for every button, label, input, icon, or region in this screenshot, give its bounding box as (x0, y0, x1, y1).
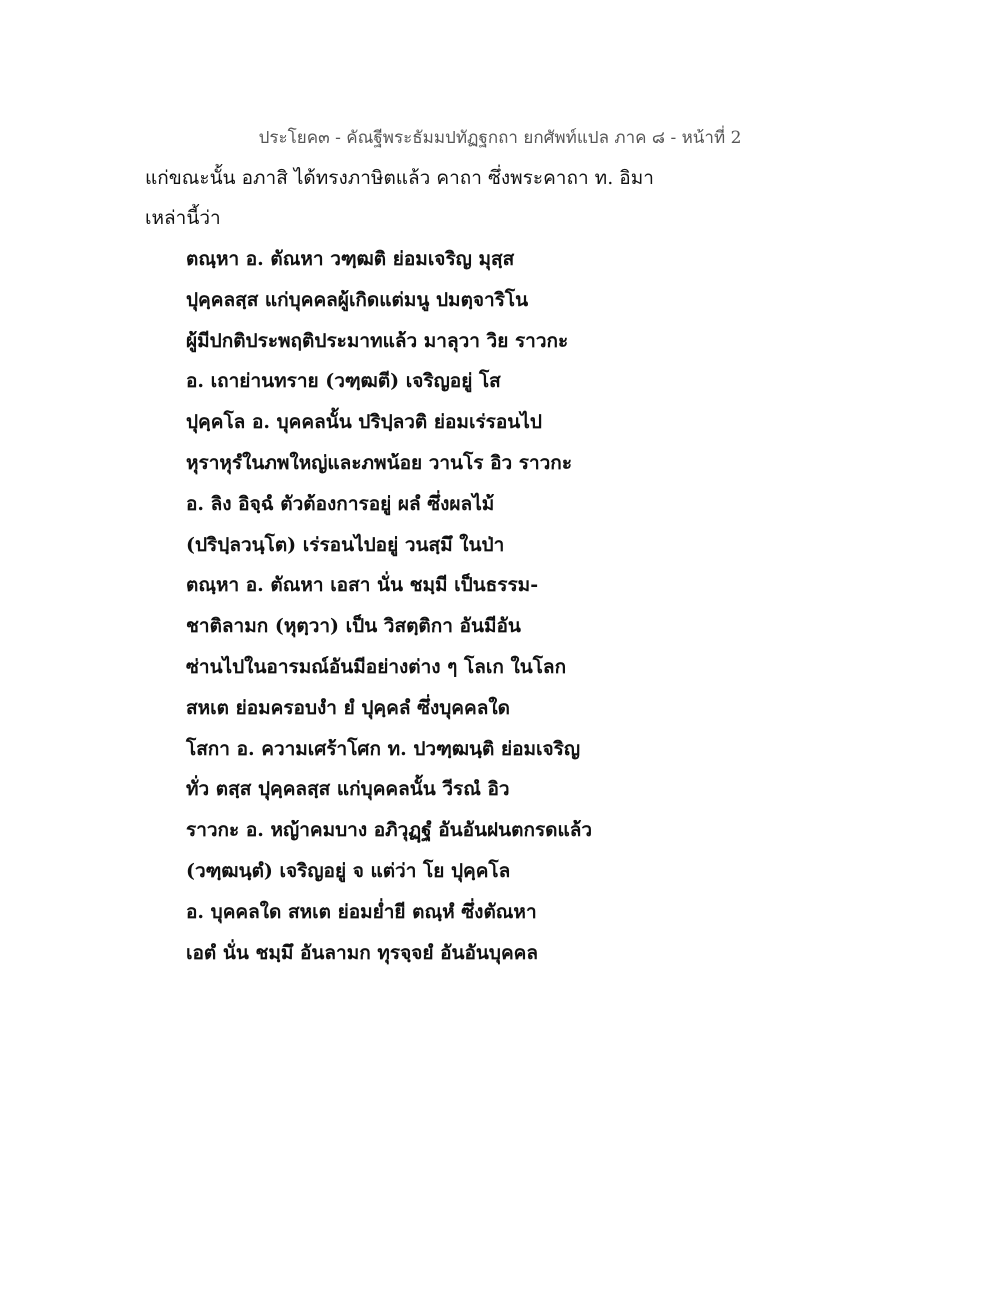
verse-line: ชาติลามก (หุตฺวา) เป็น วิสตฺติกา อันมีอัน (186, 615, 521, 638)
verse-line: ปุคฺคโล อ. บุคคลนั้น ปริปฺลวติ ย่อมเร่รอนไป (186, 411, 542, 434)
verse-line: อ. ลิง อิจฺฉํ ตัวต้องการอยู่ ผลํ ซึ่งผลไม้ (186, 492, 495, 515)
verse-line: (วฑฺฒนฺตํ) เจริญอยู่ จ แต่ว่า โย ปุคฺคโล (186, 859, 511, 882)
verse-line: ตณฺหา อ. ตัณหา เอสา นั่น ชมฺมี เป็นธรรม- (186, 574, 539, 597)
verse-line: ทั่ว ตสฺส ปุคฺคลสฺส แก่บุคคลนั้น วีรณํ อิว (186, 778, 510, 801)
verse-block (186, 239, 906, 973)
intro-paragraph (145, 158, 905, 238)
verse-line: เอตํ นั่น ชมฺมึ อันลามก ทุรจฺจยํ อันอันบุคคล (186, 941, 539, 964)
verse-line: ปุคฺคลสฺส แก่บุคคลผู้เกิดแต่มนู ปมตฺจาริโน (186, 288, 529, 311)
verse-line: หุราหุรํในภพใหญ่และภพน้อย วานโร อิว ราวกะ (186, 451, 573, 474)
verse-line: สหเต ย่อมครอบงำ ยํ ปุคฺคลํ ซึ่งบุคคลใด (186, 696, 510, 719)
intro-line: เหล่านี้ว่า (145, 207, 221, 229)
verse-line: ผู้มีปกติประพฤติประมาทแล้ว มาลุวา วิย ราวกะ (186, 329, 569, 352)
intro-line: แก่ขณะนั้น อภาสิ ได้ทรงภาษิตแล้ว คาถา ซึ่งพระคาถา ท. อิมา (145, 167, 654, 189)
verse-line: (ปริปฺลวนฺโต) เร่รอนไปอยู่ วนสฺมึ ในป่า (186, 533, 505, 556)
running-header: ประโยค๓ - คัณฐีพระธัมมปทัฏฐกถา ยกศัพท์แปล ภาค ๘ - หน้าที่ 2 (258, 128, 742, 148)
verse-line: โสกา อ. ความเศร้าโศก ท. ปวฑฺฒนฺติ ย่อมเจริญ (186, 737, 581, 760)
verse-line: ตณฺหา อ. ตัณหา วฑฺฒติ ย่อมเจริญ มุสฺส (186, 248, 515, 270)
verse-line: ราวกะ อ. หญ้าคมบาง อภิวุฏฺฐํ อันอันฝนตกรดแล้ว (186, 819, 593, 842)
verse-line: ซ่านไปในอารมณ์อันมีอย่างต่าง ๆ โลเก ในโลก (186, 655, 567, 678)
verse-line: อ. บุคคลใด สหเต ย่อมย่ำยี ตณฺหํ ซึ่งตัณหา (186, 900, 537, 923)
verse-line: อ. เถาย่านทราย (วฑฺฒตี) เจริญอยู่ โส (186, 370, 501, 393)
